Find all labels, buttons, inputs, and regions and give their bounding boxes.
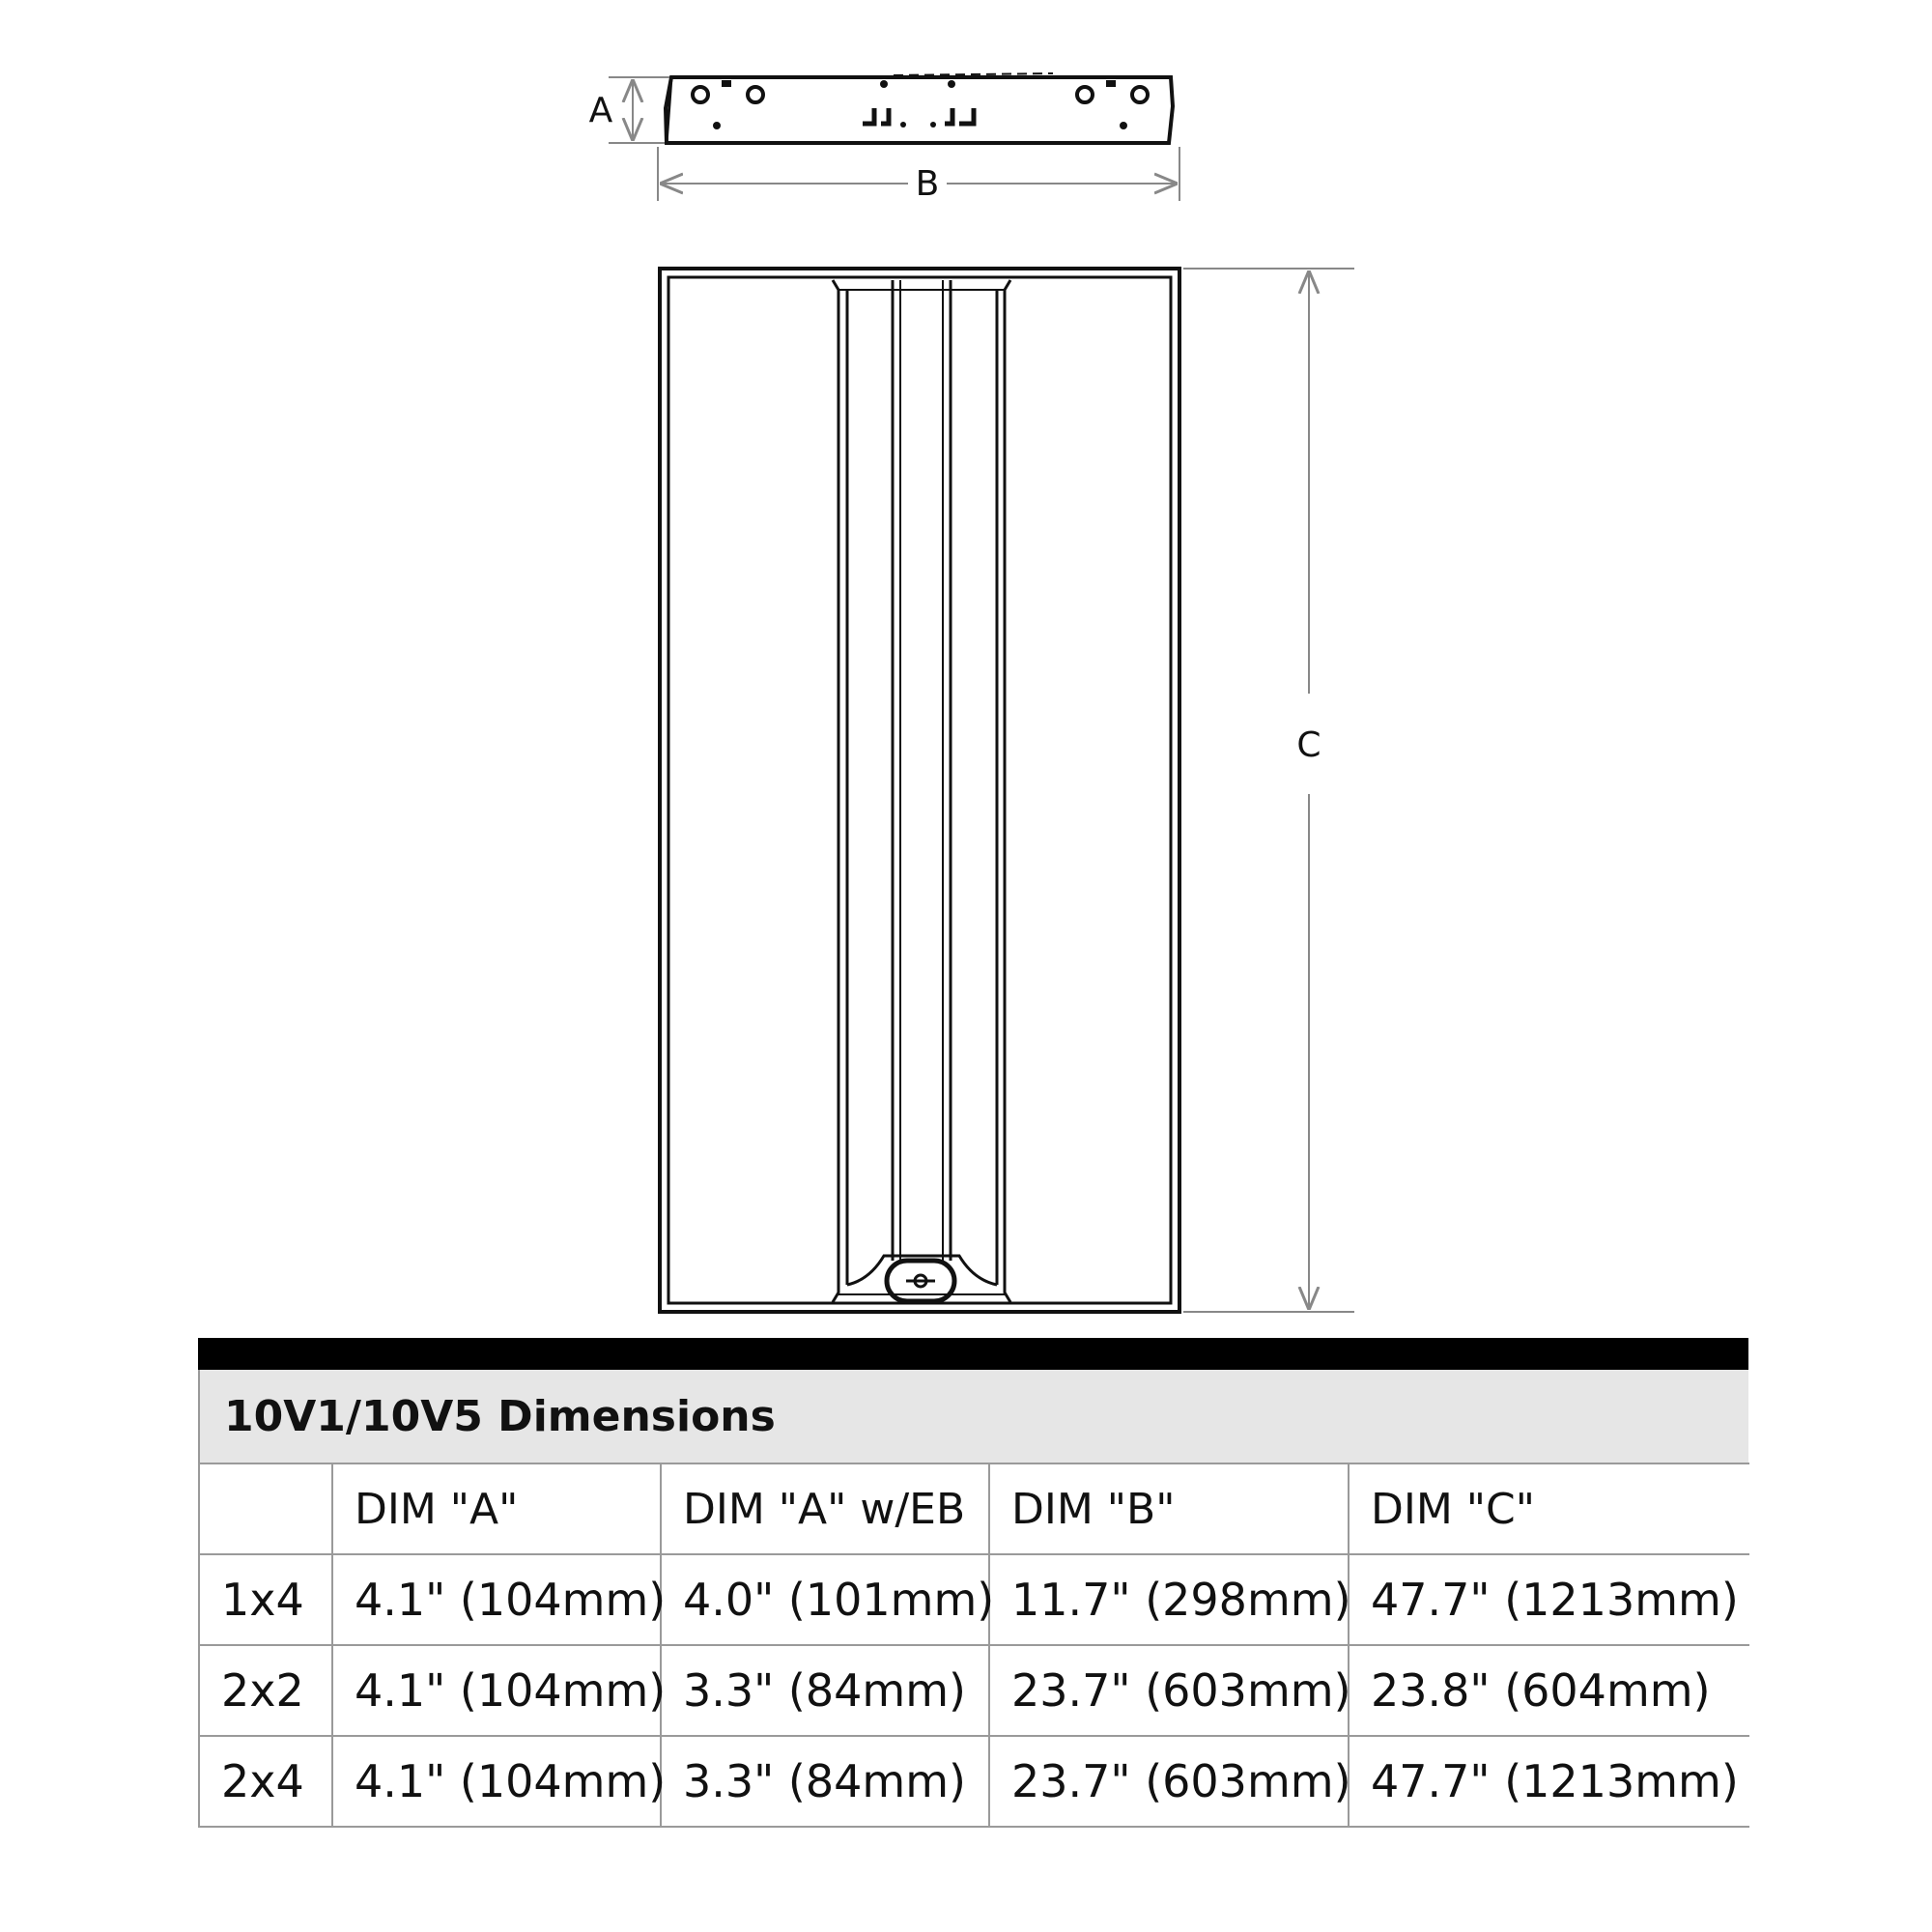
- header-cell-dim-a: DIM "A": [332, 1463, 661, 1554]
- row-size-cell: 2x4: [199, 1736, 332, 1827]
- dimension-a: [589, 77, 669, 143]
- dim-b-cell: 11.7" (298mm): [989, 1554, 1349, 1645]
- header-cell-blank: [199, 1463, 332, 1554]
- dim-b-cell: 23.7" (603mm): [989, 1645, 1349, 1736]
- plan-view: [660, 269, 1179, 1312]
- dim-c-cell: 47.7" (1213mm): [1349, 1554, 1749, 1645]
- dim-a-eb-cell: 4.0" (101mm): [661, 1554, 989, 1645]
- header-cell-dim-b: DIM "B": [989, 1463, 1349, 1554]
- dimension-b: [658, 147, 1179, 204]
- table-row: [199, 1645, 1749, 1736]
- dim-a-cell: 4.1" (104mm): [332, 1736, 661, 1827]
- side-view: [666, 73, 1173, 143]
- dim-a-label: A: [588, 91, 613, 130]
- dim-a-eb-cell: 3.3" (84mm): [661, 1736, 989, 1827]
- table-header-bar: [198, 1338, 1748, 1370]
- dim-b-label: B: [915, 164, 940, 204]
- dim-c-label: C: [1296, 725, 1321, 765]
- dim-c-cell: 23.8" (604mm): [1349, 1645, 1749, 1736]
- dim-a-cell: 4.1" (104mm): [332, 1554, 661, 1645]
- dim-b-cell: 23.7" (603mm): [989, 1736, 1349, 1827]
- dimension-c: [1183, 269, 1354, 1312]
- table-header-row: [199, 1463, 1749, 1554]
- table-title: 10V1/10V5 Dimensions: [224, 1391, 776, 1441]
- header-cell-dim-c: DIM "C": [1349, 1463, 1749, 1554]
- table-title-row: [198, 1370, 1748, 1463]
- dim-a-eb-cell: 3.3" (84mm): [661, 1645, 989, 1736]
- row-size-cell: 1x4: [199, 1554, 332, 1645]
- dimensions-table: [198, 1463, 1749, 1828]
- dim-c-cell: 47.7" (1213mm): [1349, 1736, 1749, 1827]
- table-row: [199, 1736, 1749, 1827]
- row-size-cell: 2x2: [199, 1645, 332, 1736]
- dim-a-cell: 4.1" (104mm): [332, 1645, 661, 1736]
- header-cell-dim-a-eb: DIM "A" w/EB: [661, 1463, 989, 1554]
- table-row: [199, 1554, 1749, 1645]
- dimensions-table-section: [198, 1338, 1748, 1828]
